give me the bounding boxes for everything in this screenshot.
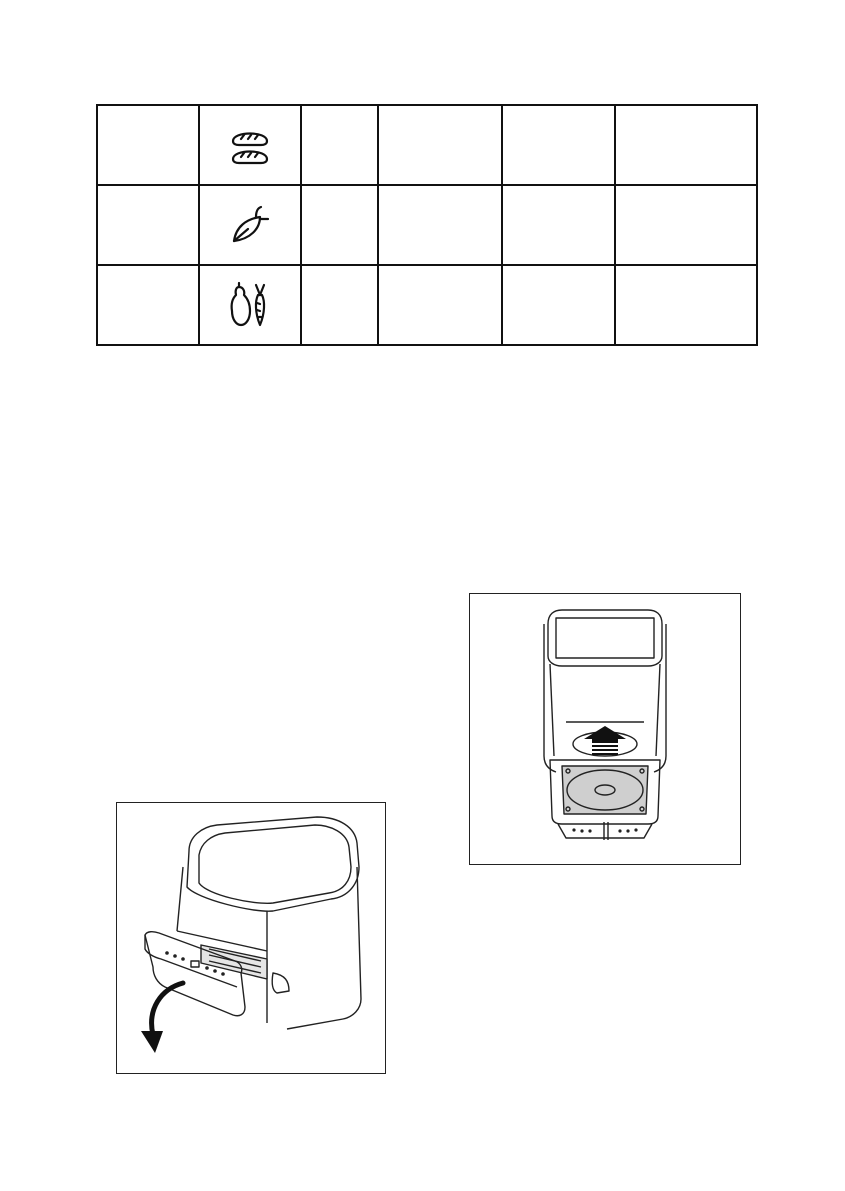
table-cell [615,105,757,185]
table-cell [378,265,502,345]
table-cell [502,185,615,265]
air-fryer-basket-insert-figure [469,593,741,865]
air-fryer-illustration [470,594,740,864]
table-icon-cell [199,105,301,185]
vegetables-icon [224,279,276,331]
table-cell [301,185,378,265]
table-row [97,105,757,185]
table-cell [378,185,502,265]
curved-arrow-down-icon [141,983,183,1053]
table-cell [378,105,502,185]
table-cell [615,185,757,265]
bread-icon [226,121,274,169]
table-cell [301,265,378,345]
table-icon-cell [199,265,301,345]
table-cell [97,105,199,185]
table-cell [301,105,378,185]
air-fryer-basket-open-figure [116,802,386,1074]
food-table [96,104,758,346]
table-row [97,185,757,265]
arrow-up-icon [584,726,626,755]
table-icon-cell [199,185,301,265]
air-fryer-illustration [117,803,385,1073]
table-cell [97,185,199,265]
table-cell [502,265,615,345]
fish-icon [226,201,274,249]
table-row [97,265,757,345]
table-cell [502,105,615,185]
table-cell [615,265,757,345]
table-cell [97,265,199,345]
